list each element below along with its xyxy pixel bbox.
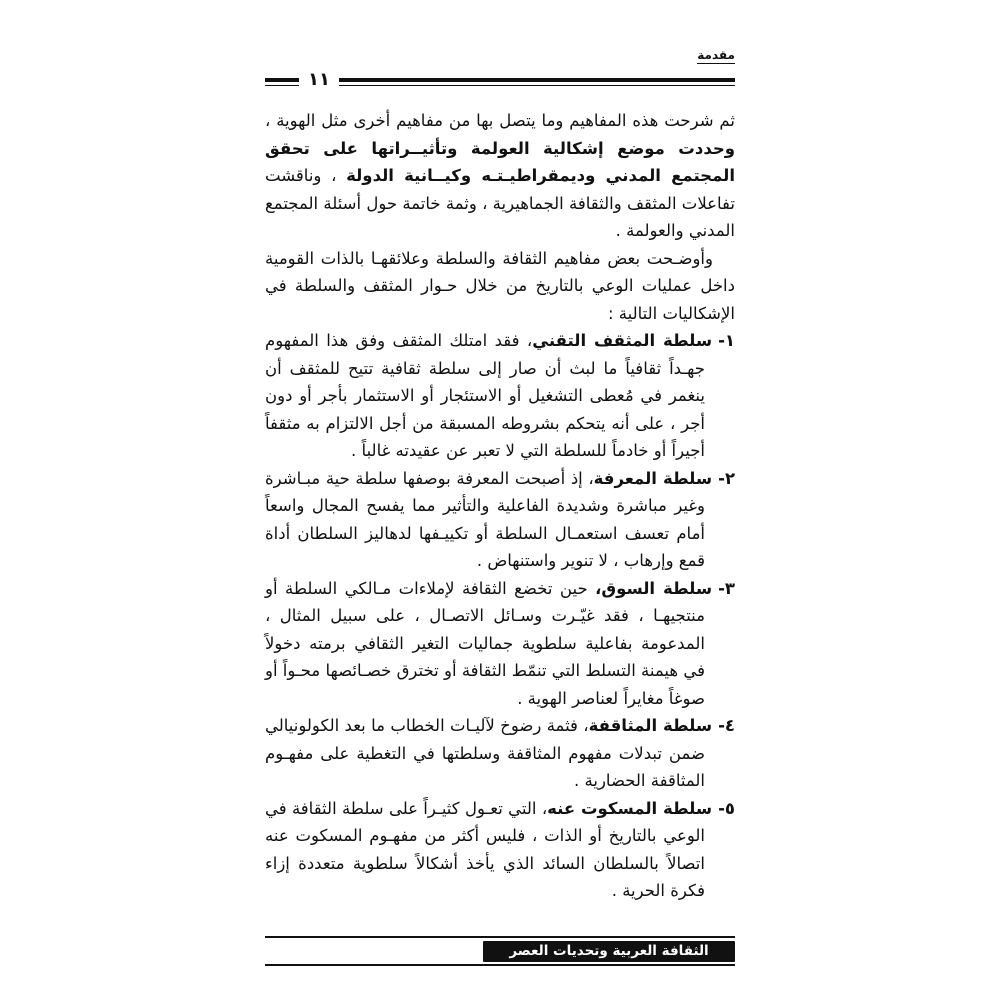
item-number: ٣-	[718, 578, 735, 598]
item-text: حين تخضع الثقافة لإملاءات مـالكي السلطة أو منتجيهـا ، فقد غيّـرت وسـائل الاتصـال ، على سبيل المثال ، المدعومة بفاعلية سلطوية جماليات التغير الثقافي برمته دخولاً في هيمنة التسلط التي تنمّط الثقافة أو تخترق خصـائصها محـواً أو صوغاً مغايراً لعناصر الهوية .	[265, 578, 705, 708]
rule-line-left	[265, 78, 299, 86]
book-title-bar	[483, 941, 735, 962]
para1-part2: ، وناقشت تفاعلات المثقف والثقافة الجماهيرية ، وثمة خاتمة حول أسئلة المجتمع المدني والعولمة .	[265, 166, 735, 240]
paragraph-lead-in: وأوضـحت بعض مفاهيم الثقافة والسلطة وعلائقهـا بالذات القومية داخل عمليات الوعي بالتاريخ من خلال حـوار المثقف والسلطة في الإشكاليات التالية :	[265, 248, 735, 323]
paragraph-intro	[265, 107, 735, 245]
item-title: سلطة السوق،	[595, 578, 713, 598]
page-body	[265, 107, 735, 905]
page-content	[265, 0, 735, 905]
book-title: الثقافة العربية وتحديات العصر	[509, 942, 709, 959]
item-text: ، التي تعـول كثيـراً على سلطة الثقافة في الوعي بالتاريخ أو الذات ، فليس أكثر من مفهـوم المسكوت عنه اتصالاً بالسلطان السائد الذي يأخذ أشكالاً سلطوية متعددة إزاء فكرة الحرية .	[265, 798, 705, 900]
footer-rule-bottom	[265, 964, 735, 966]
page-footer	[265, 936, 735, 966]
item-text: ، فثمة رضوخ لآليـات الخطاب ما بعد الكولونيالي ضمن تبدلات مفهوم المثاقفة وسلطتها في التغطية على مفهـوم المثاقفة الحضارية .	[265, 716, 705, 790]
page-number-rule	[265, 69, 735, 91]
item-number: ٥-	[718, 798, 735, 818]
item-title: سلطة المسكوت عنه	[547, 798, 713, 818]
para1-bold: وحددت موضع إشكالية العولمة وتأثيــراتها على تحقق المجتمع المدني وديمقراطيـتـه وكيــانية الدولة	[265, 138, 735, 185]
para1-part1: ثم شرحت هذه المفاهيم وما يتصل بها من مفاهيم أخرى مثل الهوية ،	[265, 111, 735, 130]
item-text: ، إذ أصبحت المعرفة بوصفها سلطة حية مبـاشرة وغير مباشرة وشديدة الفاعلية والتأثير مما يفسح المجال واسعاً أمام تعسف استعمـال السلطة أو تكييـفها لدهاليز السلطان أداة قمع وإرهاب ، لا تنوير واستنهاض .	[265, 468, 705, 570]
list-item	[265, 795, 735, 905]
item-number: ١-	[718, 331, 735, 350]
item-title: سلطة المثقف التقني	[532, 331, 713, 350]
rule-line-right	[339, 78, 735, 86]
item-number: ٢-	[718, 468, 736, 488]
item-number: ٤-	[718, 716, 735, 735]
item-title: سلطة المعرفة	[593, 468, 713, 488]
page-number: ١١	[308, 69, 330, 90]
list-item	[265, 327, 735, 465]
item-text: ، فقد امتلك المثقف وفق هذا المفهوم جهـداً ثقافياً ما لبث أن صار إلى سلطة ثقافية تتيح للمثقف أن ينغمر في مُعطى التشغيل أو الاستئجار أو الاستثمار بأجر أو دون أجر ، على أنه يتحكم بشروطه المسبقة من أجل الالتزام به مثقفاً أجيراً أو خادماً للسلطة التي لا تعبر عن عقيدته غالباً .	[265, 331, 705, 460]
list-item	[265, 465, 735, 575]
list-item	[265, 575, 735, 713]
item-title: سلطة المثاقفة	[588, 716, 713, 735]
section-label: مقدمة	[697, 48, 735, 62]
footer-bar-row	[265, 938, 735, 964]
page-header	[265, 44, 735, 73]
list-item	[265, 712, 735, 795]
